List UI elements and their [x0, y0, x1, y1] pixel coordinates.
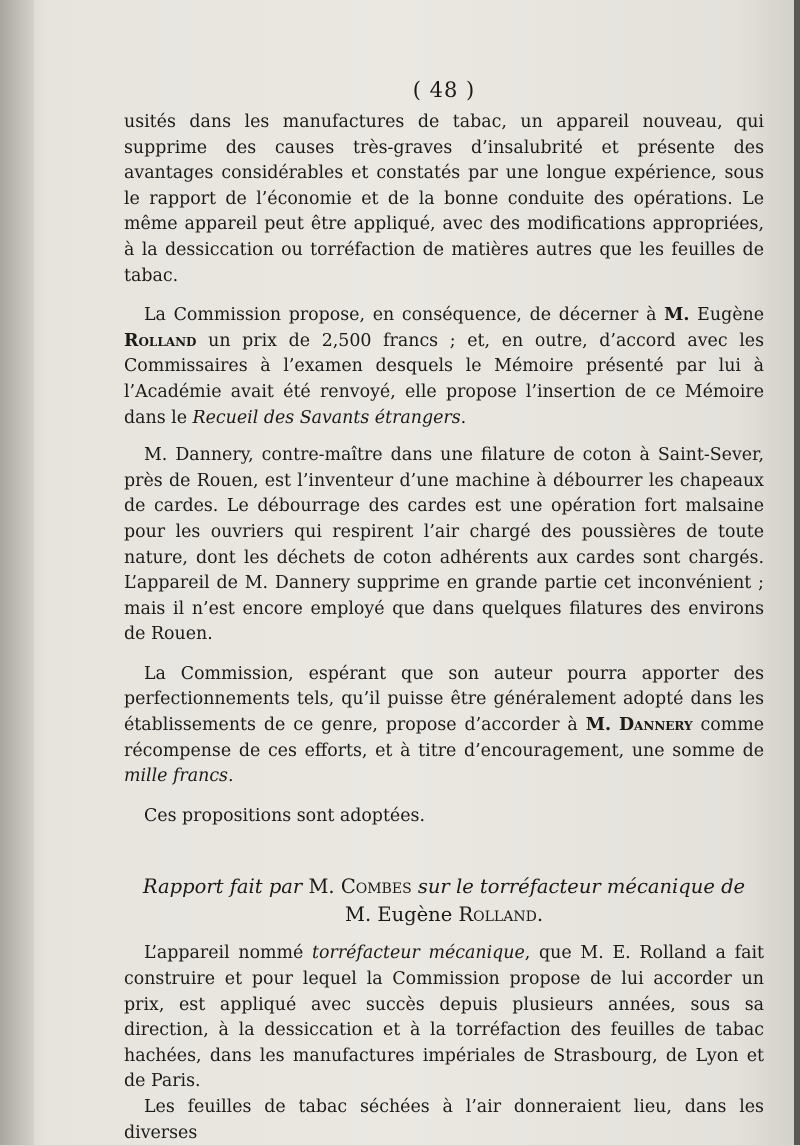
- recueil-title: Recueil des Savants étrangers: [192, 407, 461, 428]
- section-heading: Rapport fait par M. Combes sur le torréfacteur mécanique de M. Eugène Rolland.: [142, 875, 746, 927]
- name-rolland: Rolland: [124, 330, 197, 351]
- paragraph-2: La Commission propose, en conséquence, de décerner à M. Eugène Rolland un prix de 2,500 francs ; et, en outre, d’accord avec les Commissaires à l’examen desquels le Mémoire présenté par lui à l’Académie avait été renvoyé, elle propose l’insertion de ce Mémoire dans le Recueil des Savants étrangers.: [124, 305, 764, 428]
- paragraph-1: usités dans les manufactures de tabac, un appareil nouveau, qui supprime des causes très-graves d’insalubrité et présente des avantages considérables et constatés par une longue expérience, sous le rapport de l’économie et de la bonne conduite des opérations. Le même appareil peut être appliqué, avec des modifications appropriées, à la dessiccation ou torréfaction de matières autres que les feuilles de tabac.: [124, 112, 764, 286]
- paragraph-6: L’appareil nommé torréfacteur mécanique, que M. E. Rolland a fait construire et pour lequel la Commission propose de lui accorder un prix, est appliqué avec succès depuis plusieurs années, sous sa direction, à la dessiccation et à la torréfaction des feuilles de tabac hachées, dans les manufactures impériales de Strasbourg, de Lyon et de Paris.: [124, 943, 764, 1092]
- body-text: [124, 110, 764, 1146]
- monsieur-abbrev: M.: [664, 305, 690, 326]
- author-name: Combes: [340, 875, 412, 899]
- subject-name: Rolland: [458, 903, 537, 927]
- monsieur-abbrev: M.: [585, 715, 612, 736]
- paragraph-7: Les feuilles de tabac séchées à l’air donneraient lieu, dans les diverses: [124, 1097, 764, 1143]
- amount-text: mille francs: [124, 766, 228, 787]
- paragraph-5: Ces propositions sont adoptées.: [144, 805, 425, 826]
- name-dannery: Dannery: [618, 715, 693, 736]
- paragraph-3: M. Dannery, contre-maître dans une filature de coton à Saint-Sever, près de Rouen, est l’inventeur d’une machine à débourrer les chapeaux de cardes. Le débourrage des cardes est une opération fort malsaine pour les ouvriers qui respirent l’air chargé des poussières de toute nature, dont les déchets de coton adhérents aux cardes sont chargés. L’appareil de M. Dannery supprime en grande partie cet inconvénient ; mais il n’est encore employé que dans quelques filatures des environs de Rouen.: [124, 445, 764, 645]
- page-edge: [794, 0, 800, 1145]
- paragraph-4: La Commission, espérant que son auteur pourra apporter des perfectionnements tels, qu’il puisse être généralement adopté dans les établissements de ce genre, propose d’accorder à M. Dannery comme récompense de ces efforts, et à titre d’encouragement, une somme de mille francs.: [124, 663, 765, 787]
- page-number: ( 48 ): [412, 78, 476, 102]
- book-spine-shadow: [0, 0, 34, 1145]
- term-torrefacteur: torréfacteur mécanique: [312, 943, 525, 964]
